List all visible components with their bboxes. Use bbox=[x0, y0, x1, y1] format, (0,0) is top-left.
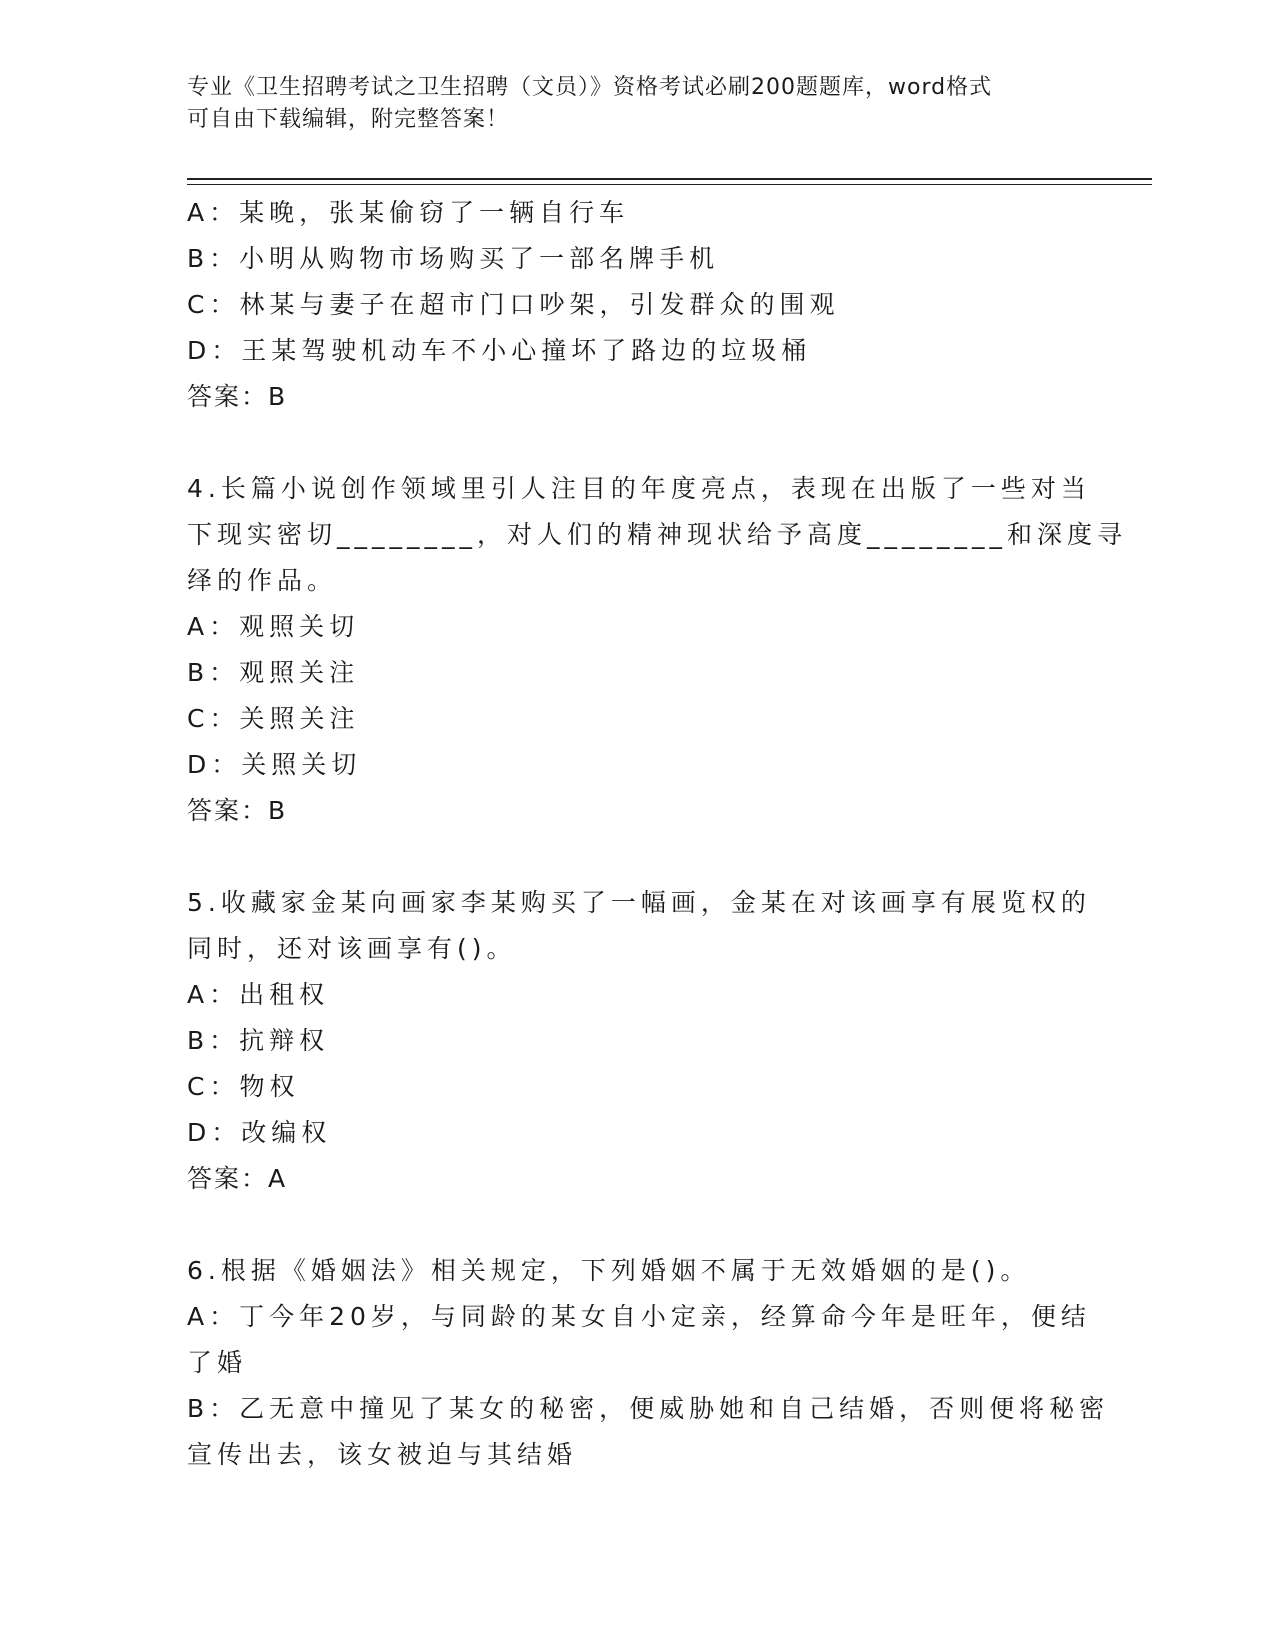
option-a: A：某晚，张某偷窃了一辆自行车 bbox=[187, 198, 630, 227]
option-a-line-1: A：丁今年20岁，与同龄的某女自小定亲，经算命今年是旺年，便结 bbox=[187, 1302, 1091, 1331]
header-line-1: 专业《卫生招聘考试之卫生招聘（文员）》资格考试必刷200题题库，word格式 bbox=[187, 75, 993, 100]
option-b: B：抗辩权 bbox=[187, 1026, 330, 1055]
question-5 bbox=[187, 880, 1091, 1202]
question-stem-line-2: 同时，还对该画享有()。 bbox=[187, 934, 517, 963]
option-c: C：物权 bbox=[187, 1072, 300, 1101]
header-divider-thick bbox=[187, 178, 1152, 180]
option-b: B：观照关注 bbox=[187, 658, 360, 687]
spacer bbox=[187, 420, 1087, 466]
question-list bbox=[187, 190, 1128, 1478]
answer: 答案：B bbox=[187, 382, 288, 411]
option-c: C：林某与妻子在超市门口吵架，引发群众的围观 bbox=[187, 290, 840, 319]
option-c: C：关照关注 bbox=[187, 704, 360, 733]
header-line-2: 可自由下载编辑，附完整答案！ bbox=[187, 107, 510, 132]
option-a: A：出租权 bbox=[187, 980, 330, 1009]
question-stem-line-3: 绎的作品。 bbox=[187, 566, 338, 595]
option-b-line-1: B：乙无意中撞见了某女的秘密，便威胁她和自己结婚，否则便将秘密 bbox=[187, 1394, 1110, 1423]
question-stem-line-1: 6.根据《婚姻法》相关规定，下列婚姻不属于无效婚姻的是()。 bbox=[187, 1256, 1031, 1285]
option-a-line-2: 了婚 bbox=[187, 1348, 248, 1377]
option-d: D：关照关切 bbox=[187, 750, 362, 779]
answer: 答案：B bbox=[187, 796, 288, 825]
document-header bbox=[187, 72, 1067, 136]
option-a: A：观照关切 bbox=[187, 612, 360, 641]
option-b-line-2: 宣传出去，该女被迫与其结婚 bbox=[187, 1440, 578, 1469]
option-b: B：小明从购物市场购买了一部名牌手机 bbox=[187, 244, 720, 273]
option-d: D：改编权 bbox=[187, 1118, 332, 1147]
header-divider-thin bbox=[187, 184, 1152, 185]
question-4 bbox=[187, 466, 1128, 834]
question-stem-line-2: 下现实密切________，对人们的精神现状给予高度________和深度寻 bbox=[187, 520, 1128, 549]
question-3 bbox=[187, 190, 1087, 420]
question-stem-line-1: 5.收藏家金某向画家李某购买了一幅画，金某在对该画享有展览权的 bbox=[187, 888, 1091, 917]
option-d: D：王某驾驶机动车不小心撞坏了路边的垃圾桶 bbox=[187, 336, 812, 365]
answer: 答案：A bbox=[187, 1164, 288, 1193]
spacer bbox=[187, 834, 1087, 880]
question-6 bbox=[187, 1248, 1110, 1478]
question-stem-line-1: 4.长篇小说创作领域里引人注目的年度亮点，表现在出版了一些对当 bbox=[187, 474, 1091, 503]
spacer bbox=[187, 1202, 1087, 1248]
